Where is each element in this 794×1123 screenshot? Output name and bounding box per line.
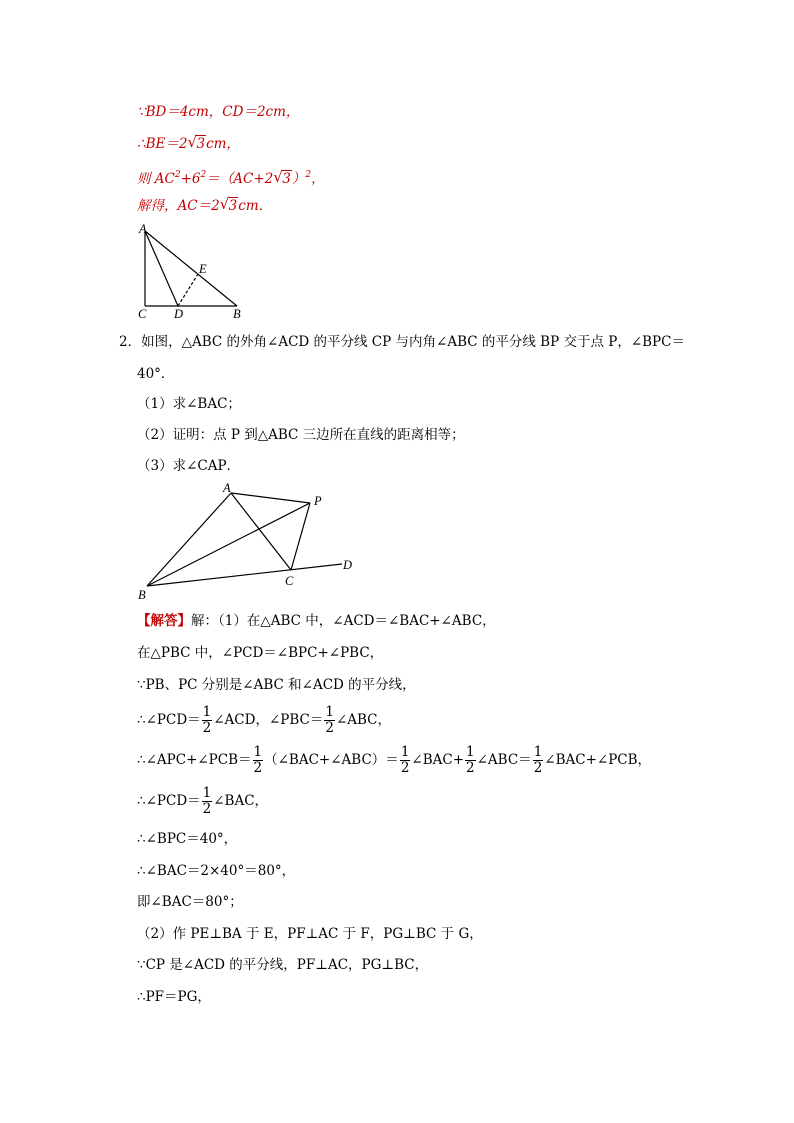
question-1: （1）求∠BAC； — [137, 396, 241, 412]
answer-line-10: （2）作 PE⊥BA 于 E，PF⊥AC 于 F，PG⊥BC 于 G， — [137, 926, 483, 942]
text-segment: 则 AC — [137, 171, 175, 187]
label-D: D — [174, 307, 184, 321]
answer-line-2: 在△PBC 中，∠PCD＝∠BPC+∠PBC， — [137, 645, 384, 661]
text-segment: ∠BAC+ — [411, 752, 465, 768]
text-segment: ∠ABC， — [335, 712, 391, 728]
text-segment: ＝（AC+2 — [206, 171, 274, 187]
text-segment: +6 — [180, 171, 201, 187]
answer-line-3: ∵PB、PC 分别是∠ABC 和∠ACD 的平分线， — [137, 677, 416, 693]
fraction-half: $\frac{1}{2}$ — [325, 704, 334, 736]
label-A: A — [139, 222, 147, 236]
text-segment: （∠BAC+∠ABC）＝ — [264, 752, 399, 768]
solution-line-3 — [137, 165, 325, 189]
answer-line-7: ∴∠BPC＝40°， — [137, 831, 238, 847]
fraction-half: $\frac{1}{2}$ — [466, 744, 475, 776]
fraction-half: $\frac{1}{2}$ — [533, 744, 543, 776]
answer-line-1 — [137, 611, 496, 631]
text-segment: ∴∠PCD＝ — [137, 712, 201, 728]
fraction-half: $\frac{1}{2}$ — [400, 744, 410, 776]
label-A: A — [223, 481, 231, 495]
superscript: 2 — [305, 170, 312, 180]
text-segment: ∴∠APC+∠PCB＝ — [137, 752, 252, 768]
label-C: C — [138, 307, 147, 321]
sqrt-symbol: √ 3 — [219, 195, 238, 214]
label-B: B — [233, 307, 241, 321]
text-segment: cm． — [238, 198, 273, 214]
solution-line-2-post: cm， — [206, 136, 240, 152]
text-segment: ∠ABC＝ — [476, 752, 532, 768]
answer-line-11: ∵CP 是∠ACD 的平分线，PF⊥AC，PG⊥BC， — [137, 957, 429, 973]
text-segment: ∠BAC， — [213, 793, 269, 809]
answer-line-9: 即∠BAC＝80°； — [137, 894, 243, 910]
question-2: （2）证明：点 P 到△ABC 三边所在直线的距离相等； — [137, 427, 465, 443]
text-segment: 解得，AC＝2 — [137, 198, 220, 214]
fraction-half: $\frac{1}{2}$ — [253, 744, 263, 776]
sqrt-symbol: √ 3 — [187, 133, 206, 152]
label-P: P — [314, 494, 322, 508]
label-C: C — [285, 574, 294, 588]
fraction-half: $\frac{1}{2}$ — [202, 785, 212, 817]
figure-1-triangle — [130, 222, 260, 322]
problem-2-statement: 2．如图，△ABC 的外角∠ACD 的平分线 CP 与内角∠ABC 的平分线 BP 交于点 P，∠BPC＝ — [119, 334, 685, 350]
sqrt-symbol: √ 3 — [273, 168, 291, 187]
answer-line-12: ∴PF＝PG， — [137, 989, 211, 1005]
answer-line-8: ∴∠BAC＝2×40°＝80°， — [137, 863, 296, 879]
text-segment: ∠BAC+∠PCB， — [544, 752, 652, 768]
solution-line-2 — [137, 134, 240, 154]
label-D: D — [343, 558, 353, 572]
solution-line-1: ∵BD＝4cm，CD＝2cm， — [137, 104, 300, 120]
text-segment: ） — [291, 171, 306, 187]
question-3: （3）求∠CAP． — [137, 458, 241, 474]
superscript: 2 — [200, 170, 207, 180]
fraction-half: $\frac{1}{2}$ — [202, 704, 212, 736]
solution-line-2-pre: ∴BE＝2 — [137, 136, 188, 152]
answer-line-4 — [137, 704, 391, 736]
answer-tag: 【解答】 — [137, 613, 191, 629]
label-E: E — [199, 262, 207, 276]
answer-line-6 — [137, 785, 268, 817]
label-B: B — [138, 588, 146, 602]
figure-2-triangle — [130, 478, 360, 603]
text-segment: ∴∠PCD＝ — [137, 793, 201, 809]
answer-line-1-text: 解：（1）在△ABC 中，∠ACD＝∠BAC+∠ABC， — [191, 613, 496, 629]
problem-2-statement-cont: 40°． — [137, 366, 175, 382]
answer-line-5 — [137, 744, 651, 776]
superscript: 2 — [174, 170, 181, 180]
solution-line-4 — [137, 196, 272, 216]
text-segment: ， — [311, 171, 325, 187]
text-segment: ∠ACD，∠PBC＝ — [213, 712, 324, 728]
